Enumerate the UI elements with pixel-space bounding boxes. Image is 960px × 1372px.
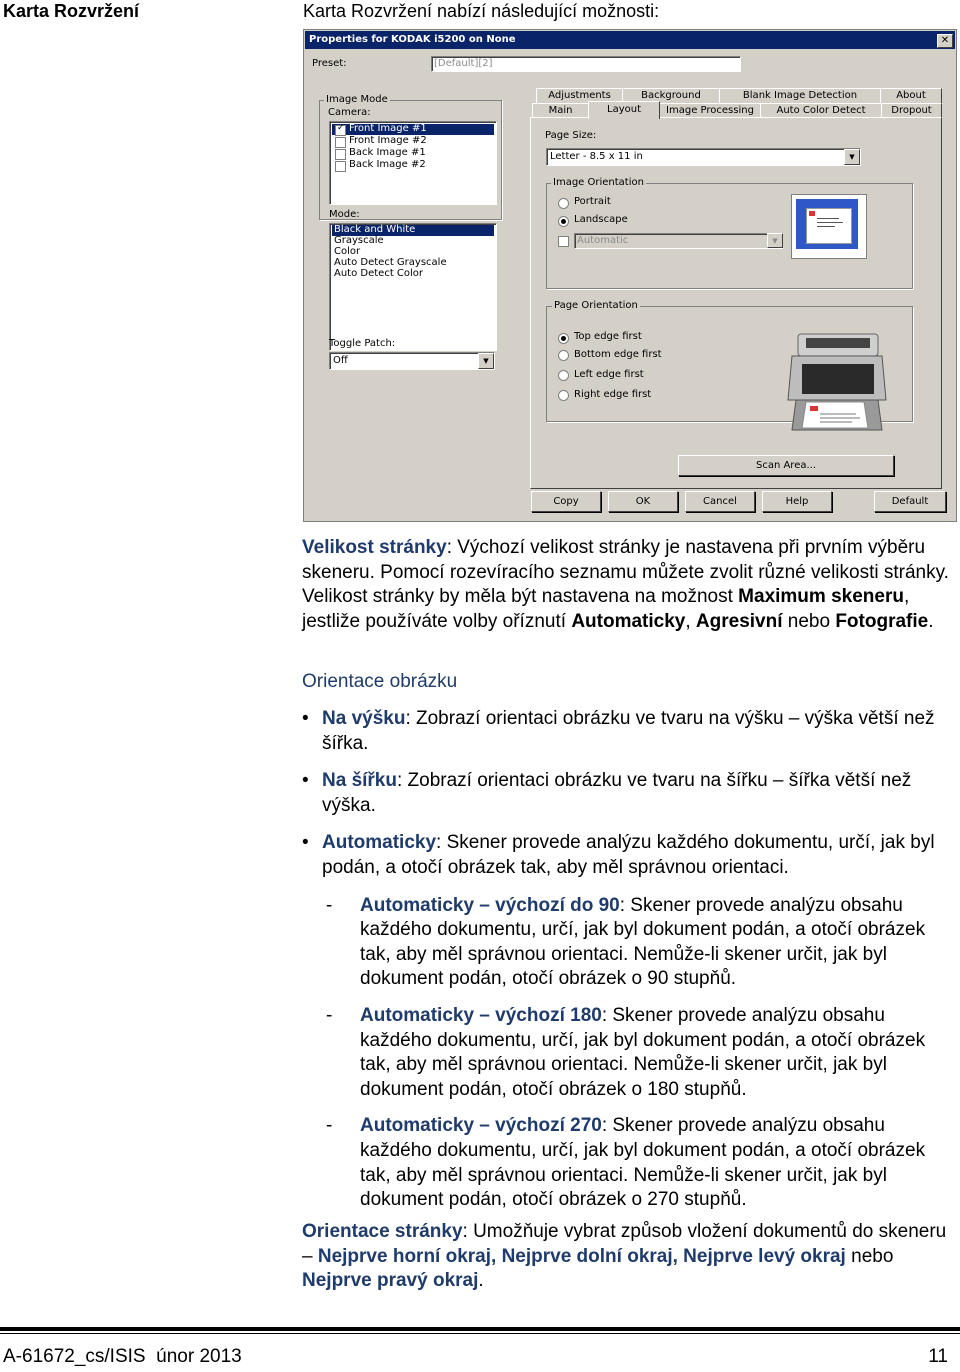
footer-rule (0, 1333, 960, 1334)
portrait-label[interactable]: Portrait (574, 196, 611, 207)
page-size-value: Letter - 8.5 x 11 in (550, 151, 643, 162)
scanner-illustration (786, 330, 888, 436)
term: Automaticky (571, 610, 686, 632)
tab-blank-image-detection[interactable]: Blank Image Detection (719, 88, 881, 103)
tab-adjustments[interactable]: Adjustments (536, 88, 623, 103)
bottom-edge-radio[interactable] (558, 350, 569, 361)
camera-checkbox[interactable] (335, 149, 346, 160)
left-edge-label[interactable]: Left edge first (574, 369, 644, 380)
text: nebo (845, 1245, 894, 1267)
term: Na šířku (322, 770, 397, 792)
camera-item[interactable]: Front Image #1 (349, 123, 427, 134)
mode-item[interactable]: Auto Detect Color (334, 268, 424, 279)
top-edge-label[interactable]: Top edge first (574, 331, 642, 342)
dialog-titlebar (305, 31, 955, 49)
help-button[interactable]: Help (762, 491, 832, 512)
close-icon[interactable]: ✕ (937, 34, 953, 48)
preview-line (817, 218, 839, 219)
dash-icon: - (326, 1004, 333, 1026)
page-size-paragraph (302, 536, 957, 634)
ok-button[interactable]: OK (608, 491, 678, 512)
term: Maximum skeneru (738, 586, 904, 608)
text: : Zobrazí orientaci obrázku ve tvaru na výšku – výška větší než šířka. (322, 708, 935, 754)
portrait-radio[interactable] (558, 198, 569, 209)
term: Automaticky – výchozí 270 (360, 1115, 602, 1137)
orientation-bullet-list (302, 707, 957, 1225)
cancel-button[interactable]: Cancel (685, 491, 755, 512)
page-size-label: Page Size: (545, 130, 597, 141)
text: : Umožňuje vybrat způsob vložení dokumentů do skeneru – (302, 1221, 947, 1267)
text: : Skener provede analýzu obsahu každého dokumentu, určí, jak byl dokument podán, a otočí obrázek tak, aby měl správnou orientaci. Nemůže-li skener určit, jak byl dokument podán, otočí obrázek o 180 stupňů. (360, 1004, 926, 1100)
list-item (302, 1114, 957, 1212)
text: : Skener provede analýzu každého dokumentu, určí, jak byl podán, a otočí obrázek tak, aby měl správnou orientaci. (322, 832, 935, 878)
preset-label: Preset: (312, 58, 347, 69)
list-item (302, 769, 957, 818)
automatic-checkbox[interactable] (558, 236, 569, 247)
camera-list[interactable] (329, 121, 497, 205)
bullet-icon: • (302, 708, 309, 729)
camera-checkbox[interactable] (335, 161, 346, 172)
tab-auto-color-detect[interactable]: Auto Color Detect (760, 103, 882, 118)
intro-text: Karta Rozvržení nabízí následující možnosti: (303, 1, 660, 21)
mode-list[interactable] (329, 223, 497, 351)
preset-value: [Default][2] (434, 58, 493, 69)
image-orientation-label: Image Orientation (553, 177, 644, 188)
text: , jestliže používáte volby oříznutí (302, 586, 910, 632)
automatic-value: Automatic (577, 235, 629, 246)
term: Velikost stránky (302, 537, 447, 558)
term: Nejprve horní okraj, Nejprve dolní okraj, Nejprve levý okraj (317, 1245, 846, 1267)
mode-item[interactable]: Color (334, 246, 361, 257)
camera-checkbox[interactable] (335, 137, 346, 148)
scan-area-button[interactable]: Scan Area... (678, 455, 894, 476)
orientation-preview-image (791, 194, 867, 259)
toggle-patch-select[interactable] (329, 352, 495, 370)
properties-dialog (303, 29, 957, 522)
chevron-down-icon[interactable]: ▼ (767, 233, 783, 248)
camera-item[interactable]: Front Image #2 (349, 135, 427, 146)
preview-page (806, 208, 852, 244)
left-edge-radio[interactable] (558, 370, 569, 381)
copy-button[interactable]: Copy (531, 491, 601, 512)
automatic-sub-list (302, 894, 957, 1213)
list-item (302, 707, 957, 756)
mode-item[interactable]: Grayscale (334, 235, 384, 246)
bullet-icon: • (302, 832, 309, 854)
page-orientation-label: Page Orientation (554, 300, 638, 311)
tab-image-processing[interactable]: Image Processing (659, 103, 761, 118)
term: Automaticky (322, 832, 437, 854)
top-edge-radio[interactable] (558, 333, 569, 344)
chevron-down-icon[interactable]: ▼ (478, 353, 494, 369)
camera-checkbox[interactable]: ✓ (335, 125, 346, 136)
page-size-select[interactable] (546, 148, 861, 166)
preset-field[interactable] (431, 56, 741, 72)
right-edge-label[interactable]: Right edge first (574, 389, 652, 400)
text: : Zobrazí orientaci obrázku ve tvaru na šířku – šířka větší než výška. (322, 770, 912, 816)
image-orientation-heading: Orientace obrázku (302, 671, 458, 692)
dash-icon: - (326, 894, 333, 916)
term: Agresivní (695, 610, 783, 632)
term: Fotografie (835, 610, 929, 632)
text: : Skener provede analýzu obsahu každého dokumentu, určí, jak byl dokument podán, a otočí obrázek tak, aby měl správnou orientaci. Nemůže-li skener určit, jak byl dokument podán, otočí obrázek o 270 stupňů. (360, 1115, 926, 1211)
tab-about[interactable]: About (880, 88, 942, 103)
page-number: 11 (928, 1346, 948, 1367)
section-title: Karta Rozvržení (3, 1, 140, 21)
document-id: A-61672_cs/ISIS únor 2013 (3, 1346, 242, 1367)
text: : Skener provede analýzu obsahu každého dokumentu, určí, jak byl dokument podán, a otočí obrázek tak, aby měl správnou orientaci. Nemůže-li skener určit, jak byl dokument podán, otočí obrázek o 90 stupňů. (360, 894, 926, 990)
bottom-edge-label[interactable]: Bottom edge first (574, 349, 662, 360)
tab-background[interactable]: Background (622, 88, 720, 103)
list-item (302, 831, 957, 880)
term: Orientace stránky (302, 1221, 463, 1242)
text: , (685, 610, 696, 632)
landscape-label[interactable]: Landscape (574, 214, 628, 225)
automatic-select[interactable] (574, 233, 783, 249)
bullet-icon: • (302, 770, 309, 792)
mode-item[interactable]: Black and White (334, 224, 416, 235)
term: Automaticky – výchozí 180 (360, 1004, 602, 1026)
list-item (302, 1004, 957, 1102)
tab-dropout[interactable]: Dropout (881, 103, 942, 118)
term: Automaticky – výchozí do 90 (360, 894, 620, 916)
toggle-patch-label: Toggle Patch: (329, 338, 396, 349)
dash-icon: - (326, 1115, 333, 1137)
camera-item[interactable]: Back Image #1 (349, 147, 426, 158)
page-orientation-paragraph (302, 1220, 957, 1294)
preview-line (817, 226, 835, 227)
dialog-title: Properties for KODAK i5200 on None (309, 34, 516, 45)
preview-marker (809, 211, 815, 216)
text: nebo (782, 610, 836, 632)
image-mode-label: Image Mode (326, 94, 388, 105)
mode-label: Mode: (329, 209, 360, 220)
tab-layout[interactable]: Layout (588, 101, 660, 119)
landscape-radio[interactable] (558, 216, 569, 227)
camera-label: Camera: (328, 107, 371, 118)
list-item (302, 894, 957, 992)
text: . (478, 1270, 484, 1292)
right-edge-radio[interactable] (558, 390, 569, 401)
footer-rule (0, 1327, 960, 1331)
default-button[interactable]: Default (874, 491, 946, 512)
mode-item[interactable]: Auto Detect Grayscale (334, 257, 447, 268)
text: : Výchozí velikost stránky je nastavena při prvním výběru skeneru. Pomocí rozevíracího seznamu můžete zvolit různé velikosti stránky. Velikost stránky by měla být nastavena na možnost (302, 537, 949, 608)
camera-item[interactable]: Back Image #2 (349, 159, 426, 170)
chevron-down-icon[interactable]: ▼ (844, 149, 860, 165)
preview-line (817, 222, 843, 223)
toggle-patch-value: Off (333, 355, 348, 366)
tab-main[interactable]: Main (532, 103, 589, 118)
term: Na výšku (322, 708, 406, 729)
text: . (928, 610, 934, 632)
term: Nejprve pravý okraj (302, 1270, 479, 1292)
